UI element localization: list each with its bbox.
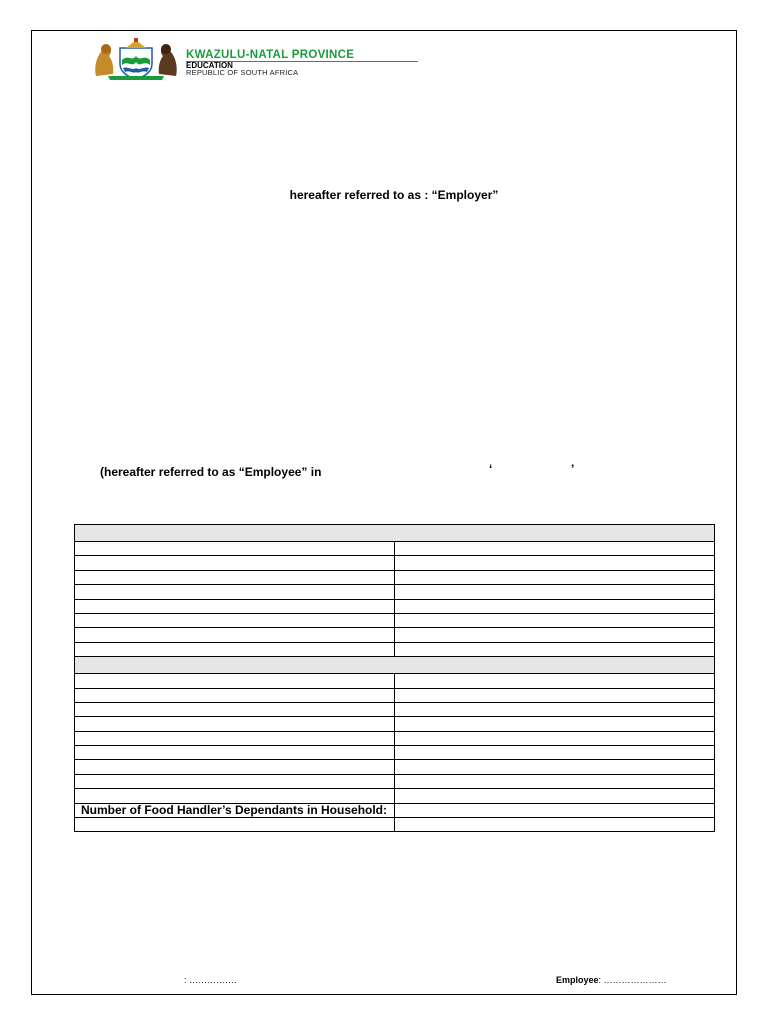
label-cell — [75, 542, 395, 556]
label-cell — [75, 746, 395, 760]
label-cell — [75, 702, 395, 716]
table-row — [75, 628, 715, 642]
label-cell — [75, 585, 395, 599]
label-cell — [75, 570, 395, 584]
country-name: REPUBLIC OF SOUTH AFRICA — [186, 68, 299, 77]
dependants-row — [75, 803, 715, 817]
dependants-label: Number of Food Handler’s Dependants in Household: — [75, 803, 395, 817]
label-cell — [75, 556, 395, 570]
coat-of-arms-icon — [92, 38, 180, 80]
label-cell — [75, 599, 395, 613]
label-cell — [75, 674, 395, 688]
dependants-value-cell[interactable] — [395, 803, 715, 817]
value-cell[interactable] — [395, 688, 715, 702]
department-name: EDUCATION — [186, 61, 233, 70]
quote-close-mark: ’ — [571, 462, 575, 476]
table-row — [75, 570, 715, 584]
employee-signature-dots: : ………………… — [598, 975, 667, 985]
label-cell — [75, 717, 395, 731]
value-cell[interactable] — [395, 570, 715, 584]
table-row — [75, 731, 715, 745]
section-header-cell — [75, 525, 715, 542]
table-row — [75, 688, 715, 702]
value-cell[interactable] — [395, 585, 715, 599]
table-row — [75, 702, 715, 716]
table-row — [75, 556, 715, 570]
value-cell[interactable] — [395, 628, 715, 642]
footer-employee-signature — [556, 975, 667, 985]
value-cell[interactable] — [395, 731, 715, 745]
table-row — [75, 774, 715, 788]
label-cell — [75, 688, 395, 702]
label-cell — [75, 731, 395, 745]
value-cell[interactable] — [395, 760, 715, 774]
table-section-header — [75, 525, 715, 542]
table-row — [75, 613, 715, 627]
label-cell — [75, 774, 395, 788]
province-title: KWAZULU-NATAL PROVINCE — [186, 49, 355, 61]
employee-designation: (hereafter referred to as “Employee” in — [100, 465, 322, 479]
table-row — [75, 746, 715, 760]
table-row — [75, 642, 715, 656]
value-cell[interactable] — [395, 542, 715, 556]
value-cell[interactable] — [395, 613, 715, 627]
label-cell — [75, 818, 395, 832]
value-cell[interactable] — [395, 774, 715, 788]
table-row — [75, 789, 715, 803]
employer-designation: hereafter referred to as : “Employer” — [289, 188, 499, 202]
label-cell — [75, 789, 395, 803]
value-cell[interactable] — [395, 746, 715, 760]
value-cell[interactable] — [395, 642, 715, 656]
table-row — [75, 585, 715, 599]
table-row — [75, 542, 715, 556]
table-section-header — [75, 657, 715, 674]
employee-signature-label: Employee — [556, 975, 599, 985]
value-cell[interactable] — [395, 556, 715, 570]
page-frame — [31, 30, 737, 995]
label-cell — [75, 628, 395, 642]
value-cell[interactable] — [395, 674, 715, 688]
footer-signature-left: : ……………. — [184, 975, 237, 985]
value-cell[interactable] — [395, 717, 715, 731]
label-cell — [75, 613, 395, 627]
value-cell[interactable] — [395, 702, 715, 716]
table-row — [75, 818, 715, 832]
table-row — [75, 717, 715, 731]
value-cell[interactable] — [395, 818, 715, 832]
label-cell — [75, 642, 395, 656]
table-row — [75, 760, 715, 774]
food-handler-details-table — [74, 524, 715, 832]
label-cell — [75, 760, 395, 774]
quote-open-mark: ‘ — [489, 462, 493, 476]
table-row — [75, 674, 715, 688]
value-cell[interactable] — [395, 789, 715, 803]
table-row — [75, 599, 715, 613]
section-header-cell — [75, 657, 715, 674]
value-cell[interactable] — [395, 599, 715, 613]
